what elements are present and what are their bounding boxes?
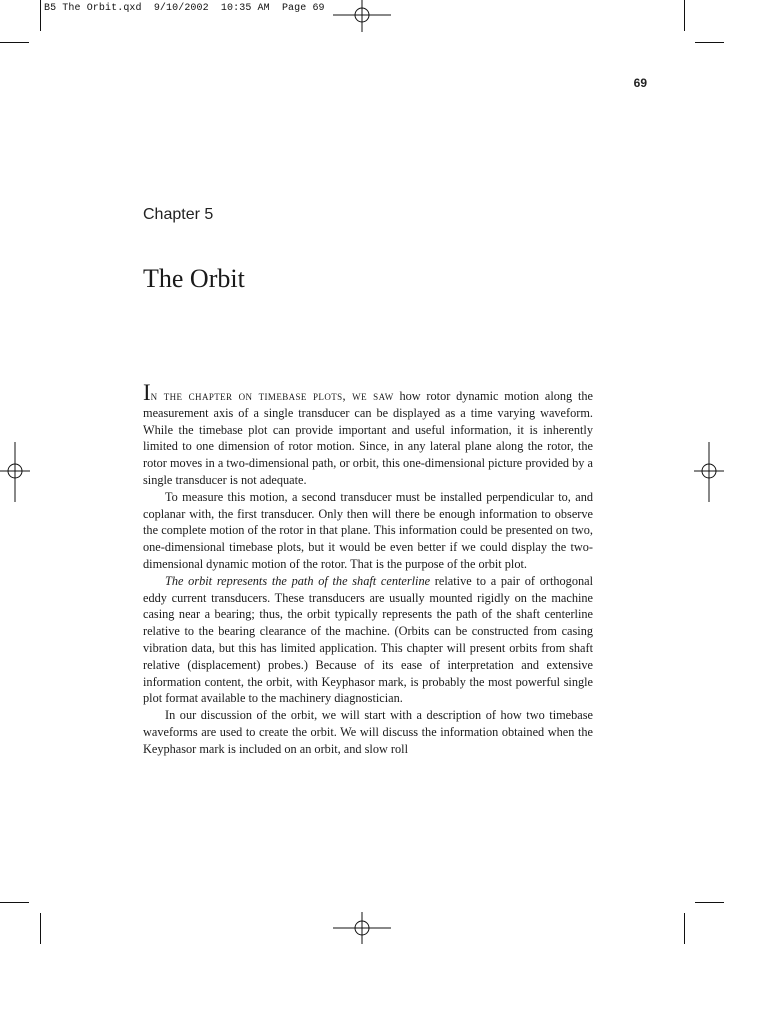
registration-mark-top (330, 0, 394, 34)
crop-mark-top-right-vertical (684, 0, 685, 31)
chapter-label: Chapter 5 (143, 206, 214, 223)
crop-mark-top-left-vertical (40, 0, 41, 31)
crop-mark-bottom-left-horizontal (0, 902, 29, 903)
crop-mark-top-left-horizontal (0, 42, 29, 43)
drop-cap: I (143, 380, 151, 405)
registration-mark-bottom (330, 910, 394, 946)
crop-mark-bottom-right-vertical (684, 913, 685, 944)
crop-mark-bottom-right-horizontal (695, 902, 724, 903)
paragraph-1 (143, 380, 594, 489)
paragraph-1-text: how rotor dynamic motion along the measurement axis of a single transducer can be displayed as a time varying waveform. While the timebase plot can provide important and useful information, it is inherently limited to one dimension of rotor motion. Since, in any lateral plane along the rotor, the rotor moves in a two-dimensional path, or orbit, this one-dimensional picture provided by a single transducer is not adequate. (143, 389, 594, 487)
crop-mark-top-right-horizontal (695, 42, 724, 43)
paragraph-2: To measure this motion, a second transducer must be installed perpendicular to, and coplanar with, the first transducer. Only then will there be enough information to observe the complete motion of the rotor in that plane. This information could be presented on two, one-dimensional timebase plots, but it would be even better if we could display the two-dimensional dynamic motion of the rotor. That is the purpose of the orbit plot. (143, 489, 593, 571)
chapter-title: The Orbit (143, 264, 245, 293)
registration-mark-right (692, 440, 726, 504)
paragraph-3-text: relative to a pair of orthogonal eddy current transducers. These transducers are usually mounted rigidly on the machine casing near a bearing; thus, the orbit typically represents the path of the shaft centerline relative to the bearing clearance of the machine. (Orbits can be constructed from casing vibration data, but this has limited application. This chapter will present orbits from shaft relative (displacement) probes.) Because of its ease of interpretation and extensive information content, the orbit, with Keyphasor mark, is probably the most powerful single plot format available to the machinery diagnostician. (143, 573, 593, 706)
crop-mark-bottom-left-vertical (40, 913, 41, 944)
small-caps-lead-in: n the chapter on timebase plots, we saw (150, 389, 394, 403)
registration-mark-left (0, 440, 32, 504)
paragraph-4: In our discussion of the orbit, we will start with a description of how two timebase waveforms are used to create the orbit. We will discuss the information obtained when the Keyphasor mark is included on an orbit, and slow roll (143, 708, 593, 756)
paragraph-3 (143, 573, 593, 707)
italic-definition: The orbit represents the path of the shaft centerline (165, 573, 431, 588)
page-number: 69 (633, 76, 647, 90)
body-text (143, 380, 594, 758)
printer-slug: B5 The Orbit.qxd 9/10/2002 10:35 AM Page 69 (44, 3, 325, 14)
